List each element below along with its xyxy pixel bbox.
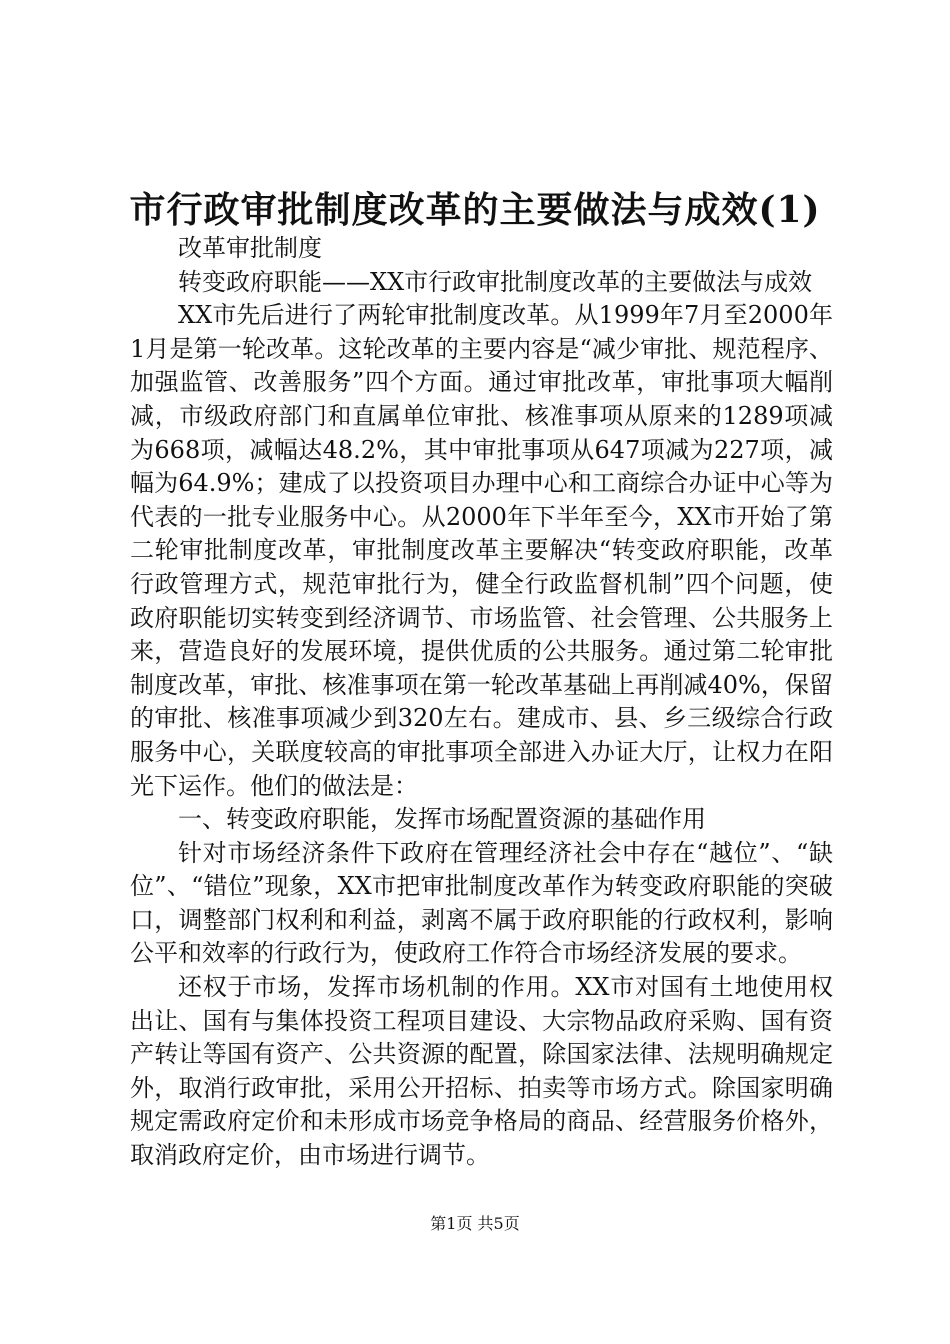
paragraph-subtitle: 转变政府职能——XX市行政审批制度改革的主要做法与成效	[178, 267, 813, 296]
paragraph-problem: 针对市场经济条件下政府在管理经济社会中存在“越位”、“缺位”、“错位”现象，XX市把审批制度改革作为转变政府职能的突破口，调整部门权利和利益，剥离不属于政府职能的行政权利，影响公平和效率的行政行为，使政府工作符合市场经济发展的要求。	[130, 838, 833, 968]
paragraph-market: 还权于市场，发挥市场机制的作用。XX市对国有土地使用权出让、国有与集体投资工程项目建设、大宗物品政府采购、国有资产转让等国有资产、公共资源的配置，除国家法律、法规明确规定外，取消行政审批，采用公开招标、拍卖等市场方式。除国家明确规定需政府定价和未形成市场竞争格局的商品、经营服务价格外，取消政府定价，由市场进行调节。	[130, 973, 833, 1170]
paragraph-overview: XX市先后进行了两轮审批制度改革。从1999年7月至2000年1月是第一轮改革。这轮改革的主要内容是“减少审批、规范程序、加强监管、改善服务”四个方面。通过审批改革，审批事项大幅削减，市级政府部门和直属单位审批、核准事项从原来的1289项减为668项，减幅达48.2%，其中审批事项从647项减为227项，减幅为64.9%；建成了以投资项目办理中心和工商综合办证中心等为代表的一批专业服务中心。从2000年下半年至今，XX市开始了第二轮审批制度改革，审批制度改革主要解决“转变政府职能，改革行政管理方式，规范审批行为，健全行政监督机制”四个问题，使政府职能切实转变到经济调节、市场监管、社会管理、公共服务上来，营造良好的发展环境，提供优质的公共服务。通过第二轮审批制度改革，审批、核准事项在第一轮改革基础上再削减40%，保留的审批、核准事项减少到320左右。建成市、县、乡三级综合行政服务中心，关联度较高的审批事项全部进入办证大厅，让权力在阳光下运作。他们的做法是：	[130, 301, 833, 800]
paragraph-subject: 改革审批制度	[178, 234, 322, 262]
document-title: 市行政审批制度改革的主要做法与成效(1)	[129, 189, 821, 231]
document-body	[130, 232, 833, 1173]
page-number: 第1页 共5页	[430, 1214, 520, 1233]
section-heading: 一、转变政府职能，发挥市场配置资源的基础作用	[178, 805, 706, 834]
